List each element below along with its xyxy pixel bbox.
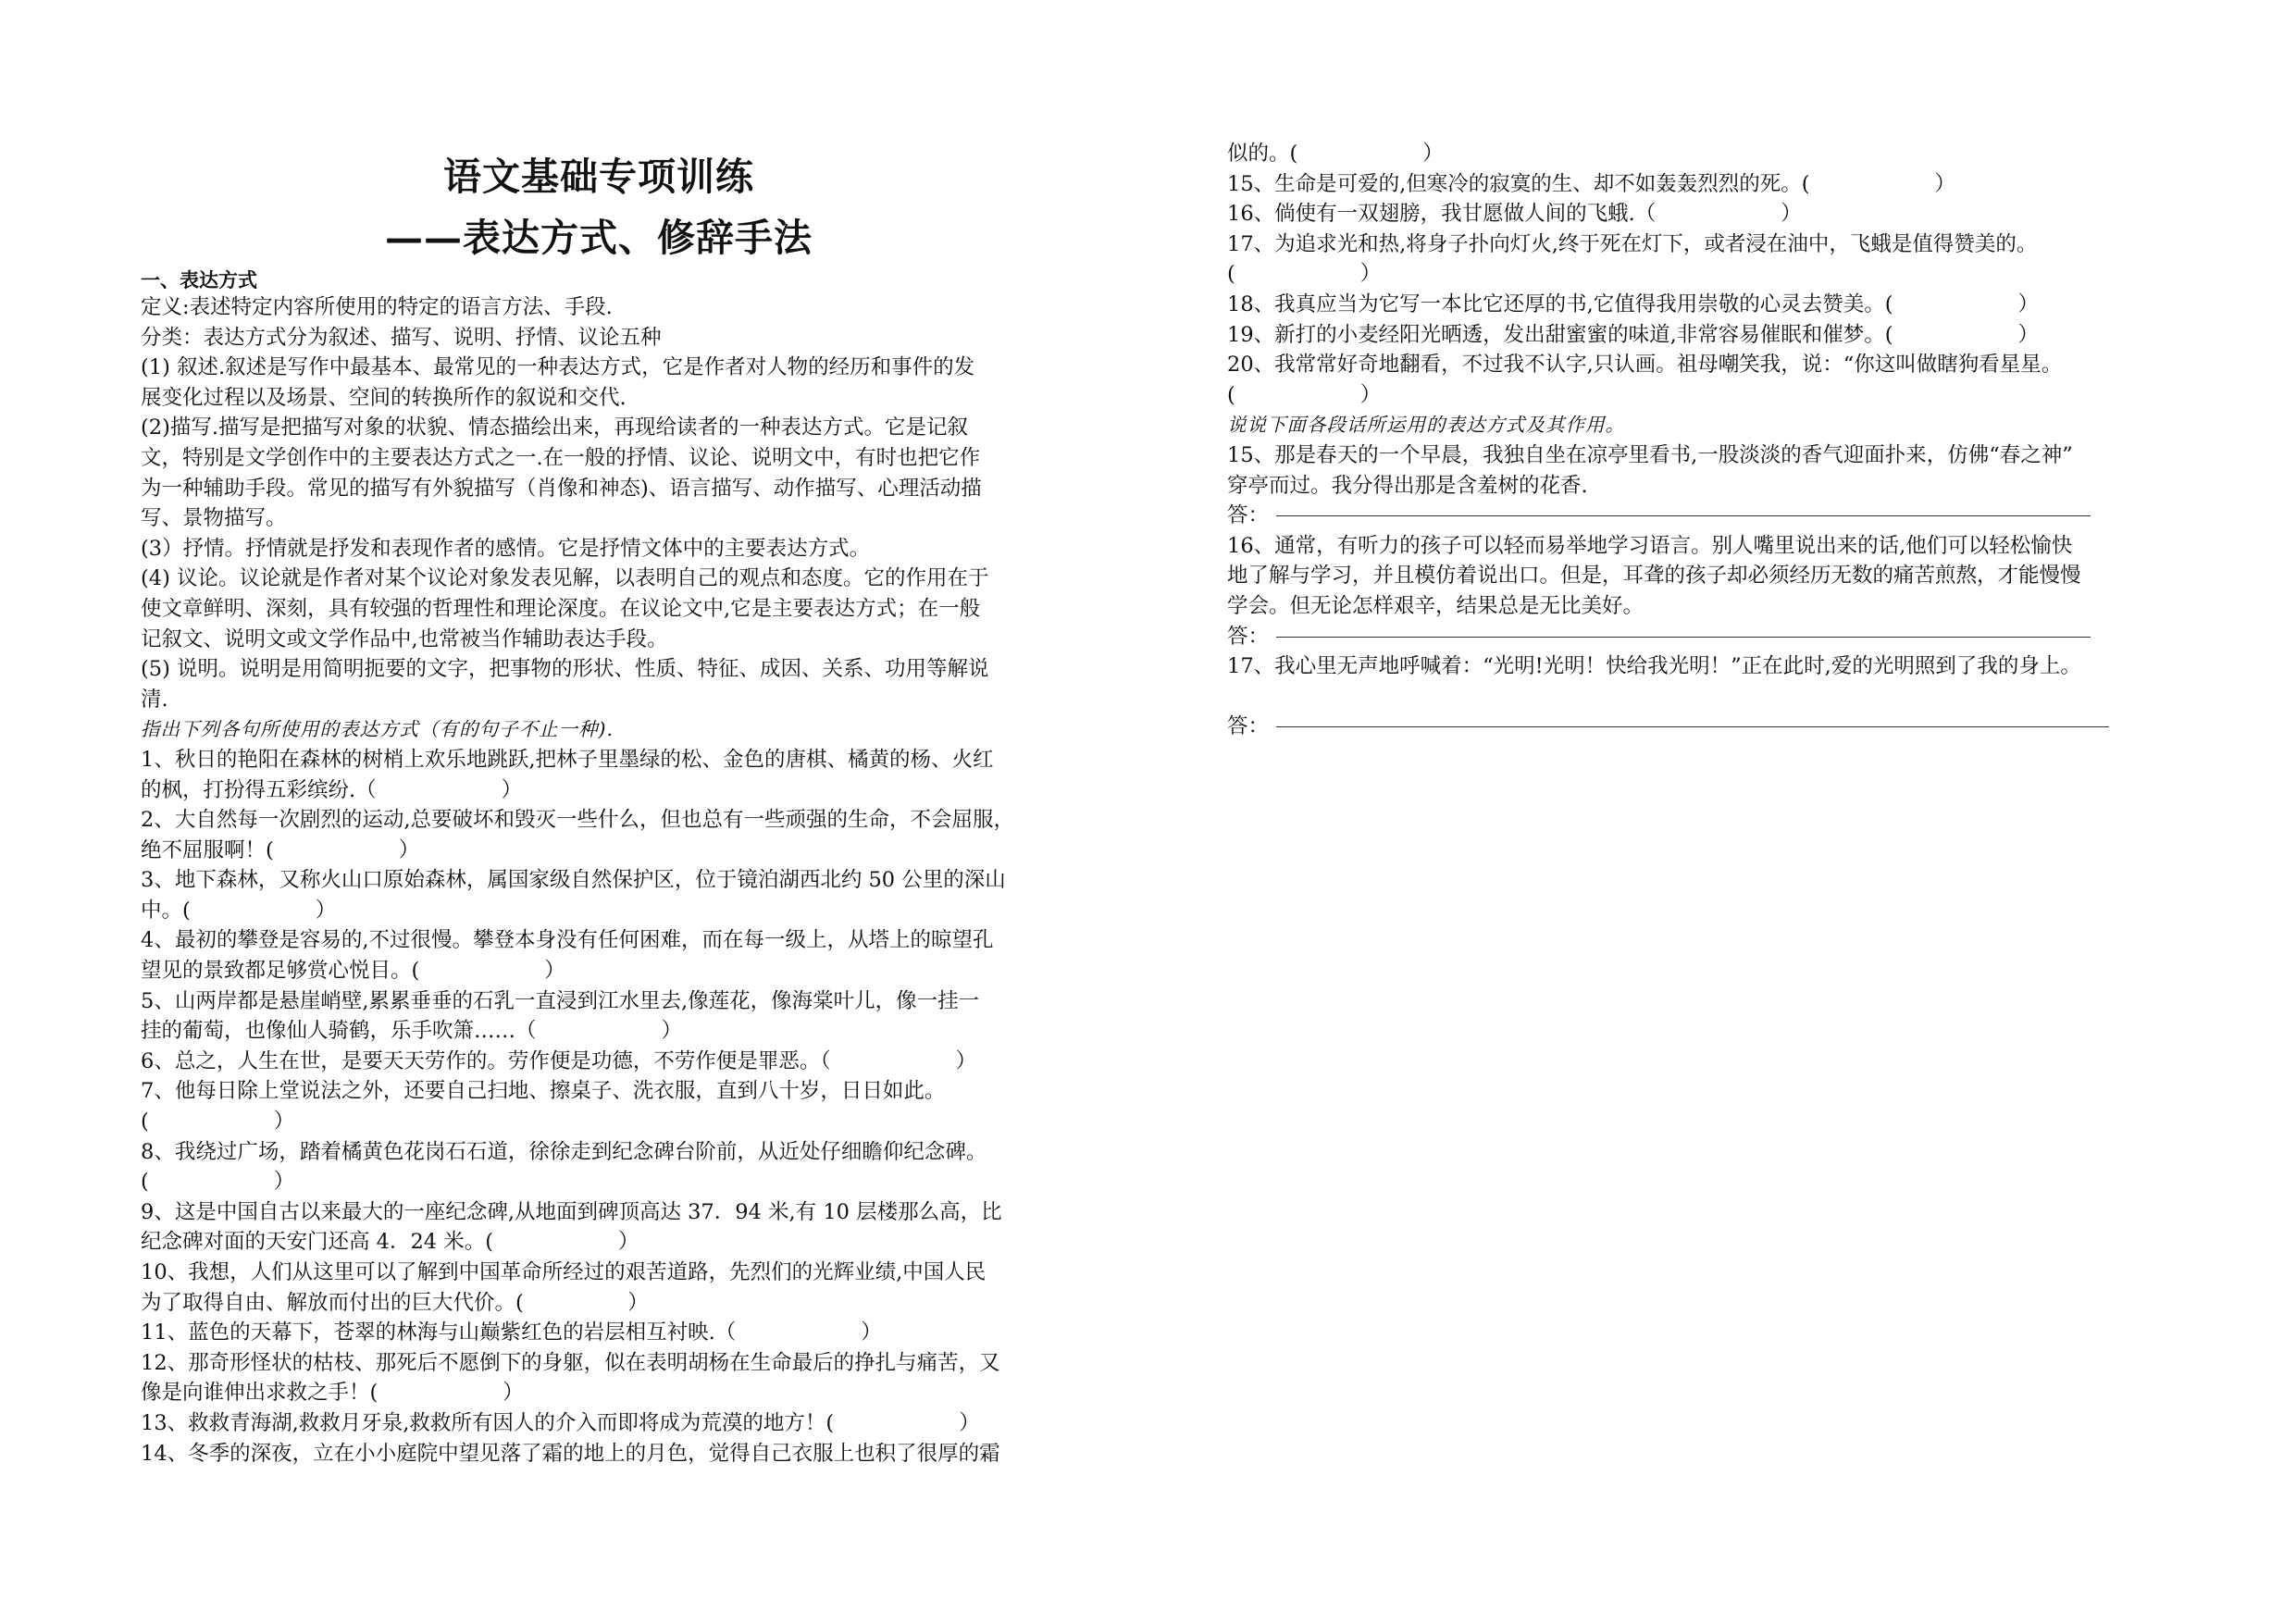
question-line: 中。( ） xyxy=(141,898,337,923)
question-line: ( ） xyxy=(141,1110,295,1134)
passage-line: 17、我心里无声地呼喊着：“光明!光明！快给我光明！”正在此时,爱的光明照到了我的身上。 xyxy=(1227,654,2081,679)
question-line: 17、为追求光和热,将身子扑向灯火,终于死在灯下，或者浸在油中，飞蛾是值得赞美的。 xyxy=(1227,231,2038,256)
page-title: 语文基础专项训练 xyxy=(443,155,754,199)
text-line: 清. xyxy=(141,687,168,712)
text-line: 写、景物描写。 xyxy=(141,506,287,531)
question-line: 8、我绕过广场，踏着橘黄色花岗石石道，徐徐走到纪念碑台阶前，从近处仔细瞻仰纪念碑。 xyxy=(141,1139,987,1164)
text-line: 文，特别是文学创作中的主要表达方式之一.在一般的抒情、议论、说明文中，有时也把它作 xyxy=(141,445,981,470)
text-line: 使文章鲜明、深刻，具有较强的哲理性和理论深度。在议论文中,它是主要表达方式；在一般 xyxy=(141,596,981,621)
question-line: 2、大自然每一次剧烈的运动,总要破坏和毁灭一些什么，但也总有一些顽强的生命，不会屈服， xyxy=(141,808,1014,833)
question-line: 15、生命是可爱的,但寒冷的寂寞的生、却不如轰轰烈烈的死。( ） xyxy=(1227,171,1956,196)
answer-row xyxy=(1227,712,2190,742)
question-line: 的枫，打扮得五彩缤纷.（ ） xyxy=(141,777,523,802)
answer-row xyxy=(1227,501,2190,531)
left-text-block xyxy=(141,292,1094,1469)
answer-label: 答： xyxy=(1227,624,1270,649)
question-line: 1、秋日的艳阳在森林的树梢上欢乐地跳跃,把林子里墨绿的松、金色的唐棋、橘黄的杨、火红 xyxy=(141,747,994,772)
question-line: 13、救救青海湖,救救月牙泉,救救所有因人的介入而即将成为荒漠的地方！( ） xyxy=(141,1410,980,1435)
question-line: 11、蓝色的天幕下，苍翠的林海与山巅紫红色的岩层相互衬映.（ ） xyxy=(141,1320,882,1345)
question-line: 7、他每日除上堂说法之外，还要自己扫地、擦桌子、洗衣服，直到八十岁，日日如此。 xyxy=(141,1079,946,1104)
spacer-line xyxy=(1227,682,2190,713)
passage-line: 地了解与学习，并且模仿着说出口。但是，耳聋的孩子却必须经历无数的痛苦煎熬，才能慢慢 xyxy=(1227,564,2081,589)
question-line: 20、我常常好奇地翻看，不过我不认字,只认画。祖母嘲笑我，说：“你这叫做瞎狗看星星。 xyxy=(1227,353,2063,378)
question-line: 望见的景致都足够赏心悦目。( ） xyxy=(141,959,565,984)
answer-blank[interactable] xyxy=(1276,636,2091,638)
text-line: (5) 说明。说明是用简明扼要的文字，把事物的形状、性质、特征、成因、关系、功用等解说 xyxy=(141,657,989,682)
answer-blank[interactable] xyxy=(1276,725,2109,727)
answer-label: 答： xyxy=(1227,714,1270,739)
passage-line: 15、那是春天的一个早晨，我独自坐在凉亭里看书,一股淡淡的香气迎面扑来，仿佛“春之神” xyxy=(1227,442,2073,467)
question-line: 19、新打的小麦经阳光晒透，发出甜蜜蜜的味道,非常容易催眠和催梦。( ） xyxy=(1227,322,2040,347)
question-line: ( ） xyxy=(1227,262,1382,287)
question-line: ( ） xyxy=(141,1170,295,1195)
exercise-instruction: 指出下列各句所使用的表达方式（有的句子不止一种). xyxy=(141,718,614,741)
text-line: (4) 议论。议论就是作者对某个议论对象发表见解，以表明自己的观点和态度。它的作用在于 xyxy=(141,566,989,591)
question-line: 6、总之，人生在世，是要天天劳作的。劳作便是功德，不劳作便是罪恶。（ ） xyxy=(141,1048,977,1073)
question-line: 12、那奇形怪状的枯枝、那死后不愿倒下的身躯，似在表明胡杨在生命最后的挣扎与痛苦，又 xyxy=(141,1350,1000,1375)
question-line: 16、倘使有一双翅膀，我甘愿做人间的飞蛾.（ ） xyxy=(1227,202,1802,227)
text-line: 分类：表达方式分为叙述、描写、说明、抒情、议论五种 xyxy=(141,325,662,350)
question-line: 3、地下森林，又称火山口原始森林，属国家级自然保护区，位于镜泊湖西北约 50 公里的深山 xyxy=(141,868,1006,893)
question-line: 似的。( ） xyxy=(1227,142,1444,166)
question-line: 4、最初的攀登是容易的,不过很慢。攀登本身没有任何困难，而在每一级上，从塔上的晾望孔 xyxy=(141,928,994,953)
answer-blank[interactable] xyxy=(1276,514,2091,516)
question-line: 14、冬季的深夜，立在小小庭院中望见落了霜的地上的月色，觉得自己衣服上也积了很厚的霜 xyxy=(141,1441,1000,1466)
question-line: 挂的葡萄，也像仙人骑鹤，乐手吹箫……（ ） xyxy=(141,1019,683,1044)
text-line: (3）抒情。抒情就是抒发和表现作者的感情。它是抒情文体中的主要表达方式。 xyxy=(141,536,871,561)
exercise-instruction: 说说下面各段话所运用的表达方式及其作用。 xyxy=(1227,414,1625,437)
question-line: 10、我想，人们从这里可以了解到中国革命所经过的艰苦道路，先烈们的光辉业绩,中国人民 xyxy=(141,1260,987,1284)
page-subtitle: ——表达方式、修辞手法 xyxy=(385,216,813,260)
question-line: 绝不屈服啊！( ） xyxy=(141,837,420,862)
section-heading: 一、表达方式 xyxy=(141,268,257,291)
question-line: 18、我真应当为它写一本比它还厚的书,它值得我用崇敬的心灵去赞美。( ） xyxy=(1227,291,2040,316)
question-line: ( ） xyxy=(1227,382,1382,407)
right-text-block xyxy=(1227,139,2190,742)
text-line: (2)描写.描写是把描写对象的状貌、情态描绘出来，再现给读者的一种表达方式。它是记叙 xyxy=(141,415,969,440)
question-line: 9、这是中国自古以来最大的一座纪念碑,从地面到碑顶高达 37．94 米,有 10 层楼那么高，比 xyxy=(141,1199,1002,1224)
question-line: 像是向谁伸出求救之手！( ） xyxy=(141,1381,524,1406)
text-line: (1) 叙述.叙述是写作中最基本、最常见的一种表达方式，它是作者对人物的经历和事件的发 xyxy=(141,355,975,380)
passage-line: 16、通常，有听力的孩子可以轻而易举地学习语言。别人嘴里说出来的话,他们可以轻松愉快 xyxy=(1227,533,2073,558)
text-line: 展变化过程以及场景、空间的转换所作的叙说和交代. xyxy=(141,385,627,410)
answer-row xyxy=(1227,622,2190,652)
text-line: 记叙文、说明文或文学作品中,也常被当作辅助表达手段。 xyxy=(141,626,668,651)
question-line: 纪念碑对面的天安门还高 4．24 米。( ） xyxy=(141,1230,639,1255)
question-line: 5、山两岸都是悬崖峭壁,累累垂垂的石乳一直浸到江水里去,像莲花，像海棠叶儿，像一挂一 xyxy=(141,988,980,1013)
answer-label: 答： xyxy=(1227,503,1270,528)
question-line: 为了取得自由、解放而付出的巨大代价。( ） xyxy=(141,1290,649,1315)
passage-line: 学会。但无论怎样艰辛，结果总是无比美好。 xyxy=(1227,593,1644,618)
text-line: 定义:表述特定内容所使用的特定的语言方法、手段. xyxy=(141,295,613,319)
passage-line: 穿亭而过。我分得出那是含羞树的花香. xyxy=(1227,473,1588,498)
text-line: 为一种辅助手段。常见的描写有外貌描写（肖像和神态)、语言描写、动作描写、心理活动描 xyxy=(141,476,982,501)
